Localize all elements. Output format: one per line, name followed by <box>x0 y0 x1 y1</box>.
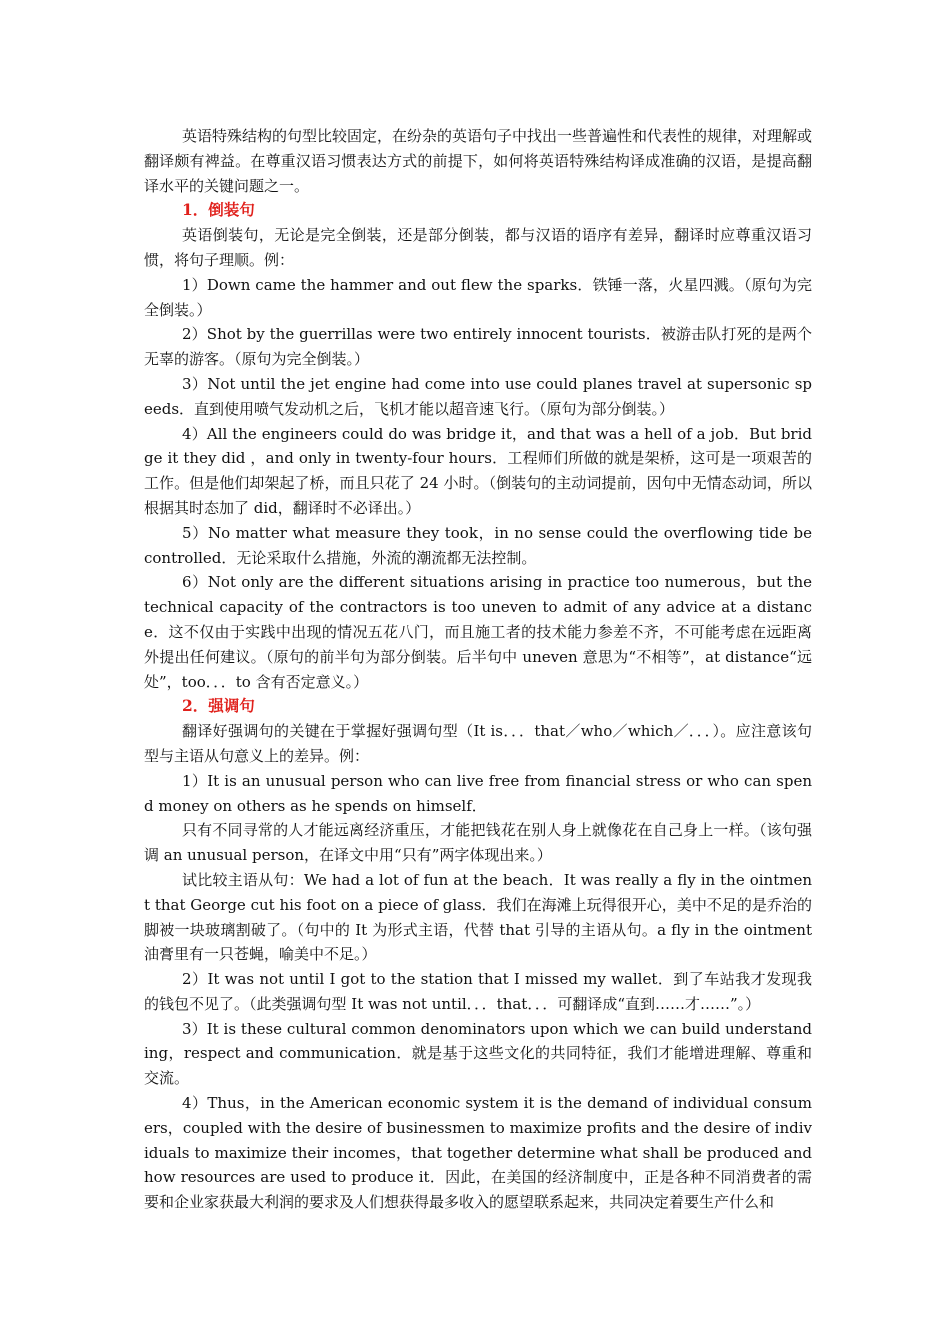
inversion-example-6: 6）Not only are the different situations arising in practice too numerous，but the technical capacity of the contractors is too uneven to admit of any advice at a distance．这不仅由于实践中出现的情况五花八门，而且施工者的技术能力参差不齐，不可能考虑在远距离外提出任何建议。（原句的前半句为部分倒装。后半句中 uneven 意思为“不相等”，at distance“远处”，too．．．to 含有否定意义。） <box>144 573 812 691</box>
inversion-example-1: 1）Down came the hammer and out flew the sparks．铁锤一落，火星四溅。（原句为完全倒装。） <box>144 275 812 319</box>
inversion-example-3: 3）Not until the jet engine had come into use could planes travel at supersonic speeds．直到使用喷气发动机之后，飞机才能以超音速飞行。（原句为部分倒装。） <box>144 374 812 418</box>
section-heading-inversion: 1．倒装句 <box>182 200 255 220</box>
document-page <box>144 124 812 1215</box>
emphasis-example-1: 1）It is an unusual person who can live free from financial stress or who can spend money on others as he spends on himself． <box>144 771 812 815</box>
inversion-example-4: 4）All the engineers could do was bridge it，and that was a hell of a job．But bridge it they did ，and only in twenty-four hours．工程师们所做的就是架桥，这可是一项艰苦的工作。但是他们却架起了桥，而且只花了 24 小时。（倒装句的主动词提前，因句中无情态动词，所以根据其时态加了 did，翻译时不必译出。） <box>144 424 812 517</box>
emphasis-example-3: 3）It is these cultural common denominators upon which we can build understanding，respect and communication．就是基于这些文化的共同特征，我们才能增进理解、尊重和交流。 <box>144 1019 812 1088</box>
emphasis-example-4: 4）Thus，in the American economic system it is the demand of individual consumers，coupled with the desire of businessmen to maximize profits and the desire of individuals to maximize their incomes，that together determine what shall be produced and how resources are used to produce it．因此，在美国的经济制度中，正是各种不同消费者的需要和企业家获最大利润的要求及人们想获得最多收入的愿望联系起来，共同决定着要生产什么和 <box>144 1094 812 1212</box>
emphasis-compare-paragraph: 试比较主语从句：We had a lot of fun at the beach．It was really a fly in the ointment that George cut his foot on a piece of glass．我们在海滩上玩得很开心，美中不足的是乔治的脚被一块玻璃割破了。（句中的 It 为形式主语，代替 that 引导的主语从句。a fly in the ointment 油膏里有一只苍蝇，喻美中不足。） <box>144 870 812 964</box>
section-heading-emphasis: 2．强调句 <box>182 696 255 716</box>
inversion-lead-paragraph: 英语倒装句，无论是完全倒装，还是部分倒装，都与汉语的语序有差异，翻译时应尊重汉语习惯，将句子理顺。例： <box>144 226 812 269</box>
emphasis-example-2: 2）It was not until I got to the station that I missed my wallet．到了车站我才发现我的钱包不见了。（此类强调句型 It was not until．．．that．．．可翻译成“直到……才……”。） <box>144 970 812 1013</box>
emphasis-lead-paragraph: 翻译好强调句的关键在于掌握好强调句型（It is．．．that／who／which／．．．）。应注意该句型与主语从句意义上的差异。例： <box>144 722 812 765</box>
emphasis-example-1-translation: 只有不同寻常的人才能远离经济重压，才能把钱花在别人身上就像花在自己身上一样。（该句强调 an unusual person，在译文中用“只有”两字体现出来。） <box>144 821 812 865</box>
inversion-example-5: 5）No matter what measure they took，in no sense could the overflowing tide be controlled．无论采取什么措施，外流的潮流都无法控制。 <box>144 523 812 567</box>
intro-paragraph: 英语特殊结构的句型比较固定，在纷杂的英语句子中找出一些普遍性和代表性的规律，对理解或翻译颇有裨益。在尊重汉语习惯表达方式的前提下，如何将英语特殊结构译成准确的汉语，是提高翻译水平的关键问题之一。 <box>144 127 813 195</box>
inversion-example-2: 2）Shot by the guerrillas were two entirely innocent tourists．被游击队打死的是两个无辜的游客。（原句为完全倒装。） <box>144 325 812 369</box>
